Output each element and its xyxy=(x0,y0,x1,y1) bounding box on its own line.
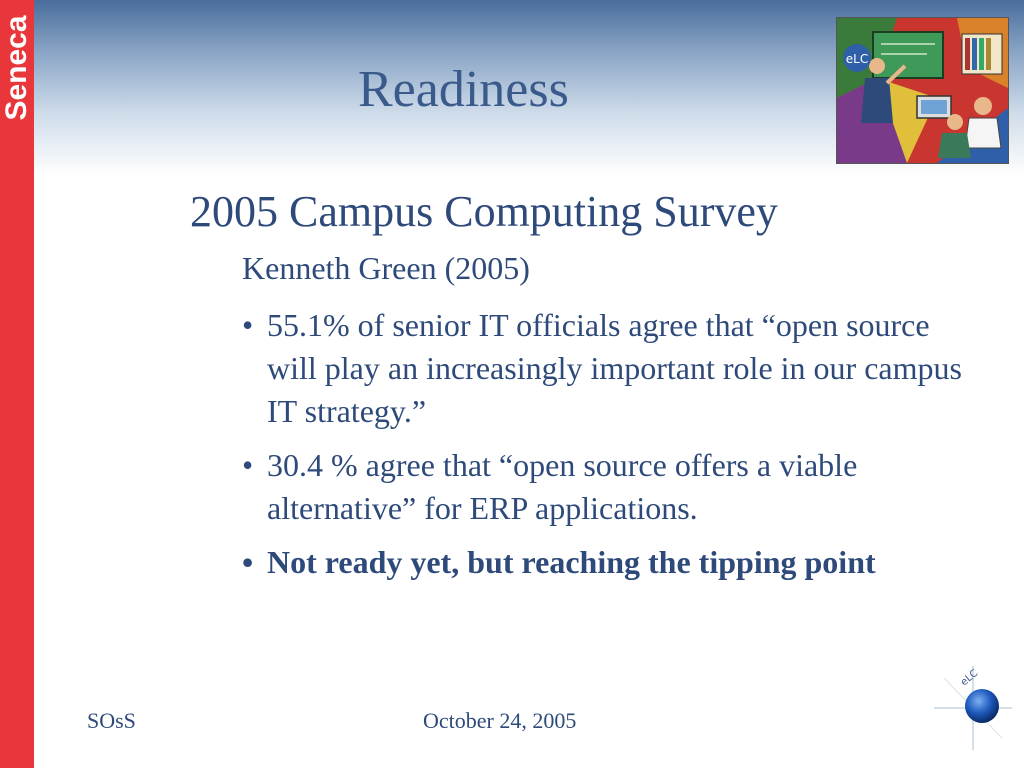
bullet-marker: • xyxy=(242,447,254,483)
svg-text:eLC: eLC xyxy=(845,52,869,66)
slide-title: Readiness xyxy=(358,61,569,118)
bullet-text: 30.4 % agree that “open source offers a viable alternative” for ERP applications. xyxy=(267,447,858,526)
bullet-list xyxy=(242,304,962,595)
brand-logo-text: Seneca xyxy=(0,15,33,121)
bullet-text: 55.1% of senior IT officials agree that “open source will play an increasingly important role in our campus IT strategy.” xyxy=(267,307,962,429)
footer-event-label: SOsS xyxy=(87,708,136,733)
bullet-marker: • xyxy=(242,544,254,580)
footer-date: October 24, 2005 xyxy=(423,708,577,733)
elc-globe-logo xyxy=(934,666,1012,750)
bullet-item xyxy=(242,444,962,530)
citation-author: Kenneth Green (2005) xyxy=(242,250,530,286)
bullet-item xyxy=(242,304,962,433)
bullet-text: Not ready yet, but reaching the tipping point xyxy=(267,544,876,580)
sidebar-brand-bar xyxy=(0,0,34,768)
bullet-item-emphasis xyxy=(242,541,962,584)
slide-subtitle: 2005 Campus Computing Survey xyxy=(190,187,778,236)
bullet-marker: • xyxy=(242,307,254,343)
svg-text:eLC: eLC xyxy=(958,667,981,689)
classroom-clipart-image xyxy=(836,17,1009,164)
